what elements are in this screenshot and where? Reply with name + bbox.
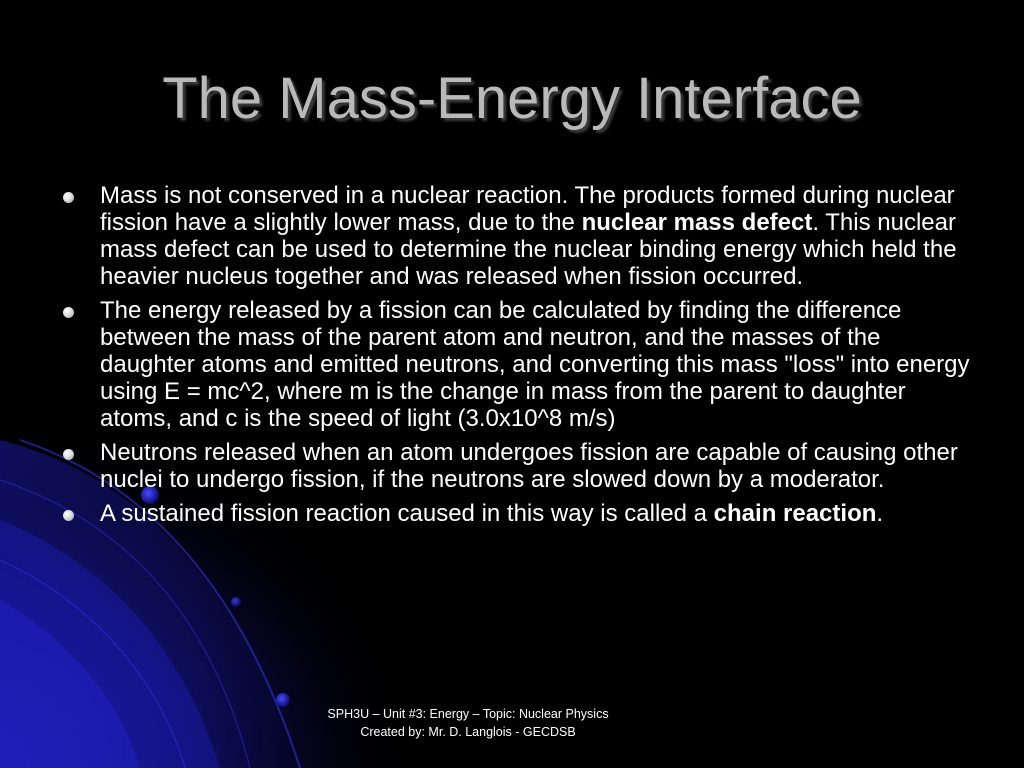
- bullet-icon: [63, 449, 74, 460]
- bullet-text-segment: . This nuclear mass defect can be used to determine the nuclear binding energy which held the heavier nucleus together and was released when fission occurred.: [100, 209, 957, 290]
- bullet-icon: [63, 192, 74, 203]
- bullet-text-segment: Mass is not conserved in a nuclear reaction. The products formed during nuclear fission have a slightly lower mass, due to the: [100, 182, 955, 236]
- bullet-item-energy-released: [60, 297, 970, 432]
- bullet-text-segment: Neutrons released when an atom undergoes fission are capable of causing other nuclei to undergo fission, if the neutrons are slowed down by a moderator.: [100, 439, 958, 493]
- footer-author-line: Created by: Mr. D. Langlois - GECDSB: [360, 725, 576, 739]
- bullet-text-segment: The energy released by a fission can be calculated by finding the difference between the mass of the parent atom and neutron, and the masses of the daughter atoms and emitted neutrons, and converting this mass "loss" into energy using E = mc^2, where m is the change in mass from the parent to daughter atoms, and c is the speed of light (3.0x10^8 m/s): [100, 297, 970, 432]
- footer-course-line: SPH3U – Unit #3: Energy – Topic: Nuclear Physics: [327, 707, 609, 721]
- bullet-icon: [63, 510, 74, 521]
- bullet-text-bold: chain reaction: [713, 500, 877, 527]
- bullet-text-segment: A sustained fission reaction caused in this way is called a: [100, 500, 714, 527]
- bullet-item-chain-reaction: [60, 500, 970, 527]
- bullet-icon: [63, 307, 74, 318]
- bullet-text-segment: .: [876, 500, 884, 527]
- bullet-item-mass-defect: [60, 182, 970, 290]
- bullet-list: [60, 182, 970, 534]
- bullet-text-bold: nuclear mass defect: [581, 209, 813, 236]
- slide-title: The Mass-Energy Interface: [162, 66, 862, 131]
- bullet-item-neutrons: [60, 439, 970, 493]
